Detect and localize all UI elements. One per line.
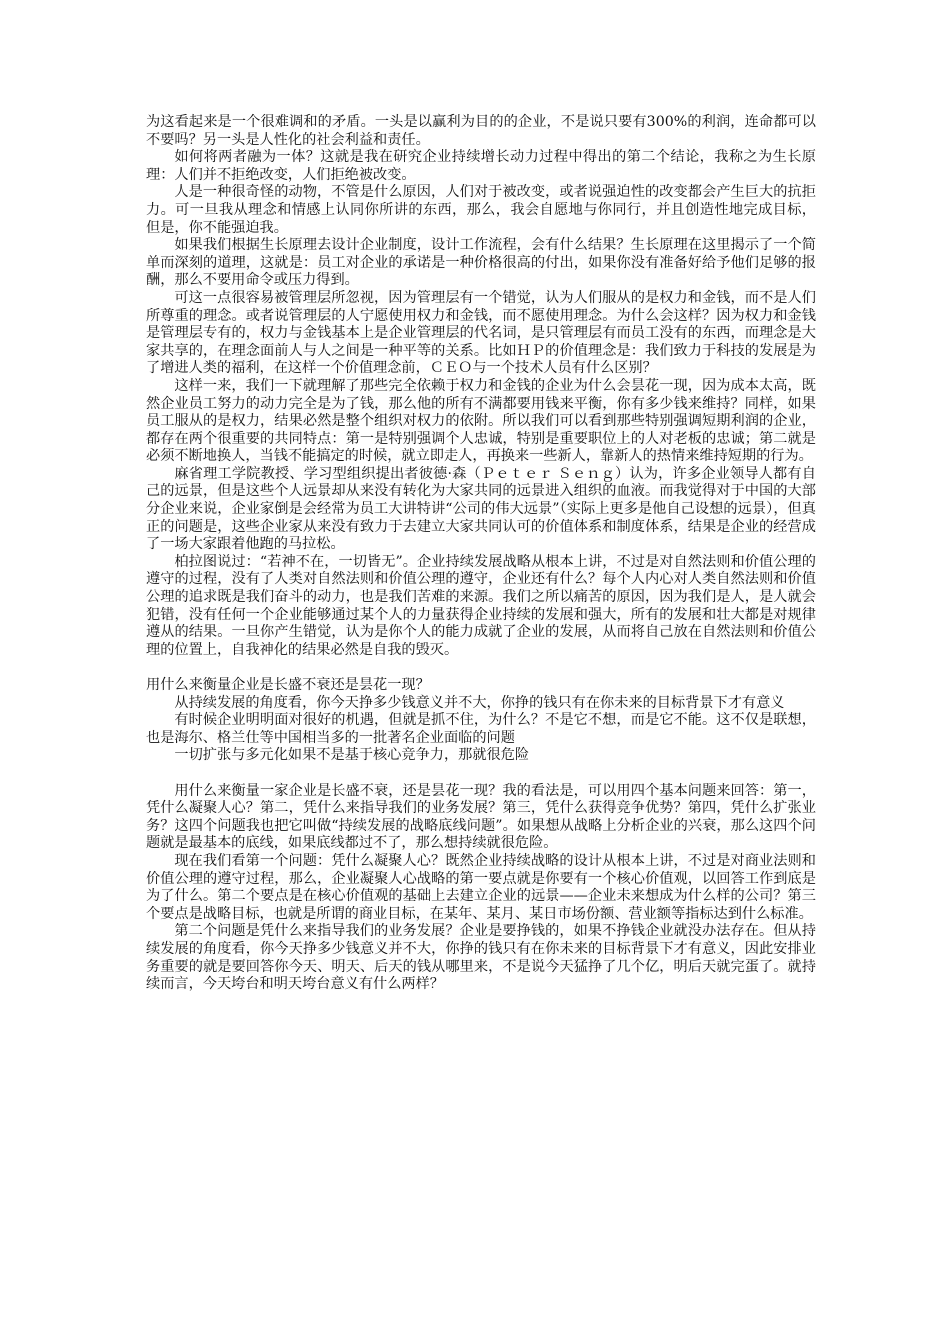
document-page [146,114,816,994]
paragraph-1: 为这看起来是一个很难调和的矛盾。一头是以赢利为目的的企业，不是说只要有300%的利润，连命都可以不要吗？另一头是人性化的社会利益和责任。 [146,114,816,148]
closing-paragraph-3: 第二个问题是凭什么来指导我们的业务发展？企业是要挣钱的，如果不挣钱企业就没办法存在。但从持续发展的角度看，你今天挣多少钱意义并不大，你挣的钱只有在你未来的目标背景下才有意义，因此安排业务重要的就是要回答你今天、明天、后天的钱从哪里来，不是说今天猛挣了几个亿，明后天就完蛋了。就持续而言，今天垮台和明天垮台意义有什么两样？ [146,923,816,993]
paragraph-8: 柏拉图说过：“若神不在，一切皆无”。企业持续发展战略从根本上讲，不过是对自然法则和价值公理的遵守的过程，没有了人类对自然法则和价值公理的遵守，企业还有什么？每个人内心对人类自然法则和价值公理的追求既是我们奋斗的动力，也是我们苦难的来源。我们之所以痛苦的原因，因为我们是人，是人就会犯错，没有任何一个企业能够通过某个人的力量获得企业持续的发展和强大，所有的发展和壮大都是对规律遵从的结果。一旦你产生错觉，认为是你个人的能力成就了企业的发展，从而将自己放在自然法则和价值公理的位置上，自我神化的结果必然是自我的毁灭。 [146,553,816,658]
spacer [146,659,816,677]
closing-paragraph-2: 现在我们看第一个问题：凭什么凝聚人心？既然企业持续战略的设计从根本上讲，不过是对商业法则和价值公理的遵守过程，那么，企业凝聚人心战略的第一要点就是你要有一个核心价值观，以回答工作到底是为了什么。第二个要点是在核心价值观的基础上去建立企业的远景——企业未来想成为什么样的公司？第三个要点是战略目标，也就是所谓的商业目标，在某年、某月、某日市场份额、营业额等指标达到什么标准。 [146,852,816,922]
paragraph-2: 如何将两者融为一体？这就是我在研究企业持续增长动力过程中得出的第二个结论，我称之为生长原理：人们并不拒绝改变，人们拒绝被改变。 [146,149,816,183]
section-paragraph-1: 从持续发展的角度看，你今天挣多少钱意义并不大，你挣的钱只有在你未来的目标背景下才有意义 [174,694,785,711]
spacer [146,765,816,783]
paragraph-5: 可这一点很容易被管理层所忽视，因为管理层有一个错觉，认为人们服从的是权力和金钱，而不是人们所尊重的理念。或者说管理层的人宁愿使用权力和金钱，而不愿使用理念。为什么会这样？因为权力和金钱是管理层专有的，权力与金钱基本上是企业管理层的代名词，是只管理层有而员工没有的东西，而理念是大家共享的，在理念面前人与人之间是一种平等的关系。比如ＨＰ的价值理念是：我们致力于科技的发展是为了增进人类的福利，在这样一个价值理念前，ＣＥＯ与一个技术人员有什么区别？ [146,289,816,377]
section-paragraph-2: 有时候企业明明面对很好的机遇，但就是抓不住，为什么？不是它不想，而是它不能。这不仅是联想，也是海尔、格兰仕等中国相当多的一批著名企业面临的问题 [146,712,816,746]
paragraph-6: 这样一来，我们一下就理解了那些完全依赖于权力和金钱的企业为什么会昙花一现，因为成本太高，既然企业员工努力的动力完全是为了钱，那么他的所有不满都要用钱来平衡，你有多少钱来维持？同样，如果员工服从的是权力，结果必然是整个组织对权力的依附。所以我们可以看到那些特别强调短期利润的企业，都存在两个很重要的共同特点：第一是特别强调个人忠诚，特别是重要职位上的人对老板的忠诚；第二就是必须不断地换人，当钱不能搞定的时候，就立即走人，再换来一些新人，靠新人的热情来维持短期的行为。 [146,377,816,465]
closing-paragraph-1: 用什么来衡量一家企业是长盛不衰，还是昙花一现？我的看法是，可以用四个基本问题来回答：第一，凭什么凝聚人心？第二，凭什么来指导我们的业务发展？第三，凭什么获得竞争优势？第四，凭什么扩张业务？这四个问题我也把它叫做“持续发展的战略底线问题”。如果想从战略上分析企业的兴衰，那么这四个问题就是最基本的底线，如果底线都过不了，那么想持续就很危险。 [146,782,816,852]
section-paragraph-3: 一切扩张与多元化如果不是基于核心竞争力，那就很危险 [174,747,530,764]
paragraph-7: 麻省理工学院教授、学习型组织提出者彼德·森（Ｐｅｔｅｒ Ｓｅｎｇ）认为，许多企业领导人都有自己的远景，但是这些个人远景却从来没有转化为大家共同的远景进入组织的血液。而我觉得对于中国的大部分企业来说，企业家倒是会经常为员工大讲特讲“公司的伟大远景”（实际上更多是他自己设想的远景），但真正的问题是，这些企业家从来没有致力于去建立大家共同认可的价值体系和制度体系，结果是企业的经营成了一场大家跟着他跑的马拉松。 [146,465,816,553]
paragraph-3: 人是一种很奇怪的动物，不管是什么原因，人们对于被改变，或者说强迫性的改变都会产生巨大的抗拒力。可一旦我从理念和情感上认同你所讲的东西，那么，我会自愿地与你同行，并且创造性地完成目标， 但是，你不能强迫我。 [146,184,816,236]
paragraph-4: 如果我们根据生长原理去设计企业制度，设计工作流程，会有什么结果？生长原理在这里揭示了一个简单而深刻的道理，这就是：员工对企业的承诺是一种价格很高的付出，如果你没有准备好给予他们足够的报酬，那么不要用命令或压力得到。 [146,237,816,289]
section-heading: 用什么来衡量企业是长盛不衰还是昙花一现？ [146,677,430,693]
